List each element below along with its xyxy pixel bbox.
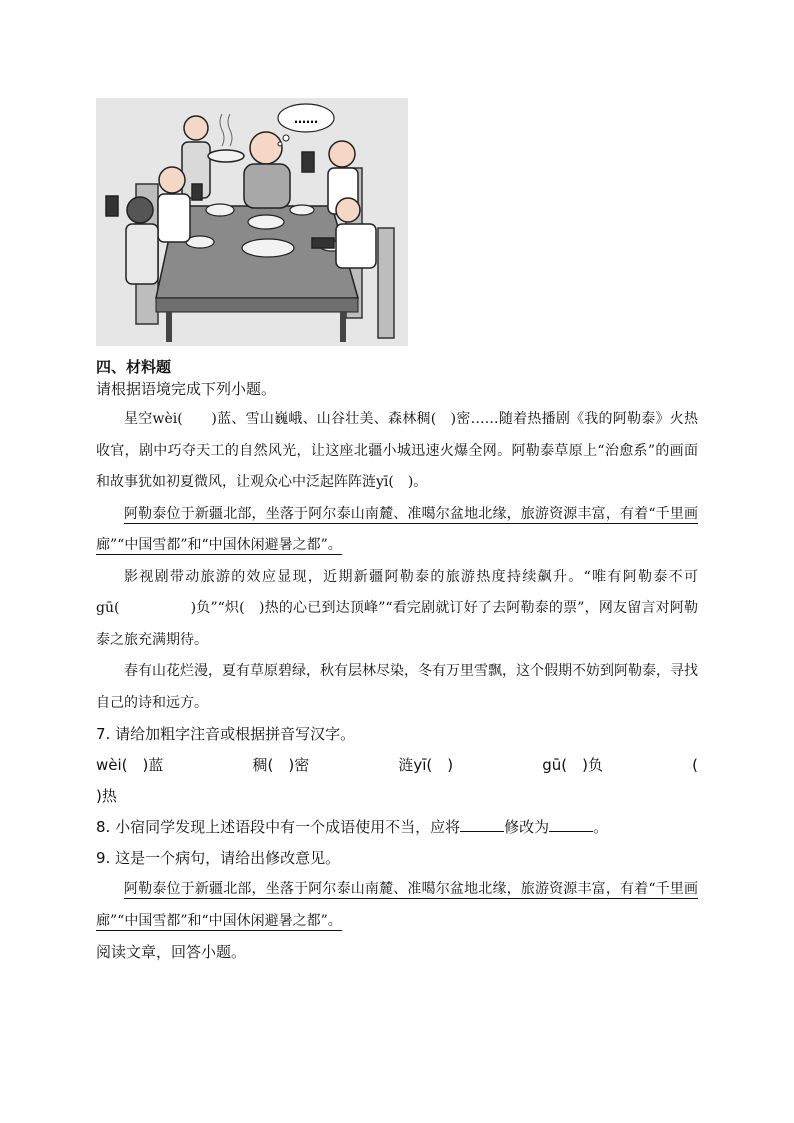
section-instruction: 请根据语境完成下列小题。: [96, 380, 277, 398]
q7-item-lianyi: 涟yī( ): [398, 756, 454, 774]
passage-paragraph-4: 春有山花烂漫，夏有草原碧绿，秋有层林尽染，冬有万里雪飘，这个假期不妨到阿勒泰，寻找自己的诗和远方。: [96, 663, 698, 711]
q7-item-gufu: gū( )负: [542, 756, 603, 774]
passage-paragraph-2-underlined: 阿勒泰位于新疆北部，坐落于阿尔泰山南麓、准噶尔盆地北缘，旅游资源丰富，有着“千里画廊”“中国雪都”和“中国休闲避暑之都”。: [96, 505, 698, 553]
passage-paragraph-3: 影视剧带动旅游的效应显现，近期新疆阿勒泰的旅游热度持续飙升。“唯有阿勒泰不可gū( )负”“炽( )热的心已到达顶峰”“看完剧就订好了去阿勒泰的票”，网友留言对阿勒泰之旅充满期待。: [96, 568, 698, 648]
q7-item-chou: 稠( )密: [252, 756, 310, 774]
q8-blank-2[interactable]: [549, 817, 593, 832]
next-reading-instruction: 阅读文章，回答小题。: [96, 943, 247, 961]
question-7: 7. 请给加粗字注音或根据拼音写汉字。: [96, 725, 356, 743]
question-9: 9. 这是一个病句，请给出修改意见。: [96, 849, 341, 867]
passage-paragraph-1: 星空wèi( )蓝、雪山巍峨、山谷壮美、森林稠( )密……随着热播剧《我的阿勒泰》火热收官，剧中巧夺天工的自然风光，让这座北疆小城迅速火爆全网。阿勒泰草原上“治愈系”的画面和故事犹如初夏微风，让观众心中泛起阵阵涟yī( )。: [96, 411, 698, 490]
question-7-tail: )热: [96, 787, 117, 805]
question-7-items: [96, 750, 698, 781]
illustration-svg: [96, 98, 408, 346]
question-8: [96, 812, 698, 843]
section-title: 四、材料题: [96, 358, 172, 376]
question-9-sentence: 阿勒泰位于新疆北部，坐落于阿尔泰山南麓、准噶尔盆地北缘，旅游资源丰富，有着“千里画廊”“中国雪都”和“中国休闲避暑之都”。: [96, 881, 698, 929]
material-section: [96, 356, 698, 968]
q7-item-chi-open: (: [692, 756, 698, 774]
q8-text-c: 。: [593, 818, 609, 836]
thought-bubble-text: ……: [294, 112, 318, 126]
family-dinner-illustration: [96, 98, 408, 346]
q7-item-wei: wèi( )蓝: [96, 756, 164, 774]
q8-blank-1[interactable]: [460, 817, 504, 832]
q8-text-a: 8. 小宿同学发现上述语段中有一个成语使用不当，应将: [96, 818, 461, 836]
q8-text-b: 修改为: [504, 818, 550, 836]
